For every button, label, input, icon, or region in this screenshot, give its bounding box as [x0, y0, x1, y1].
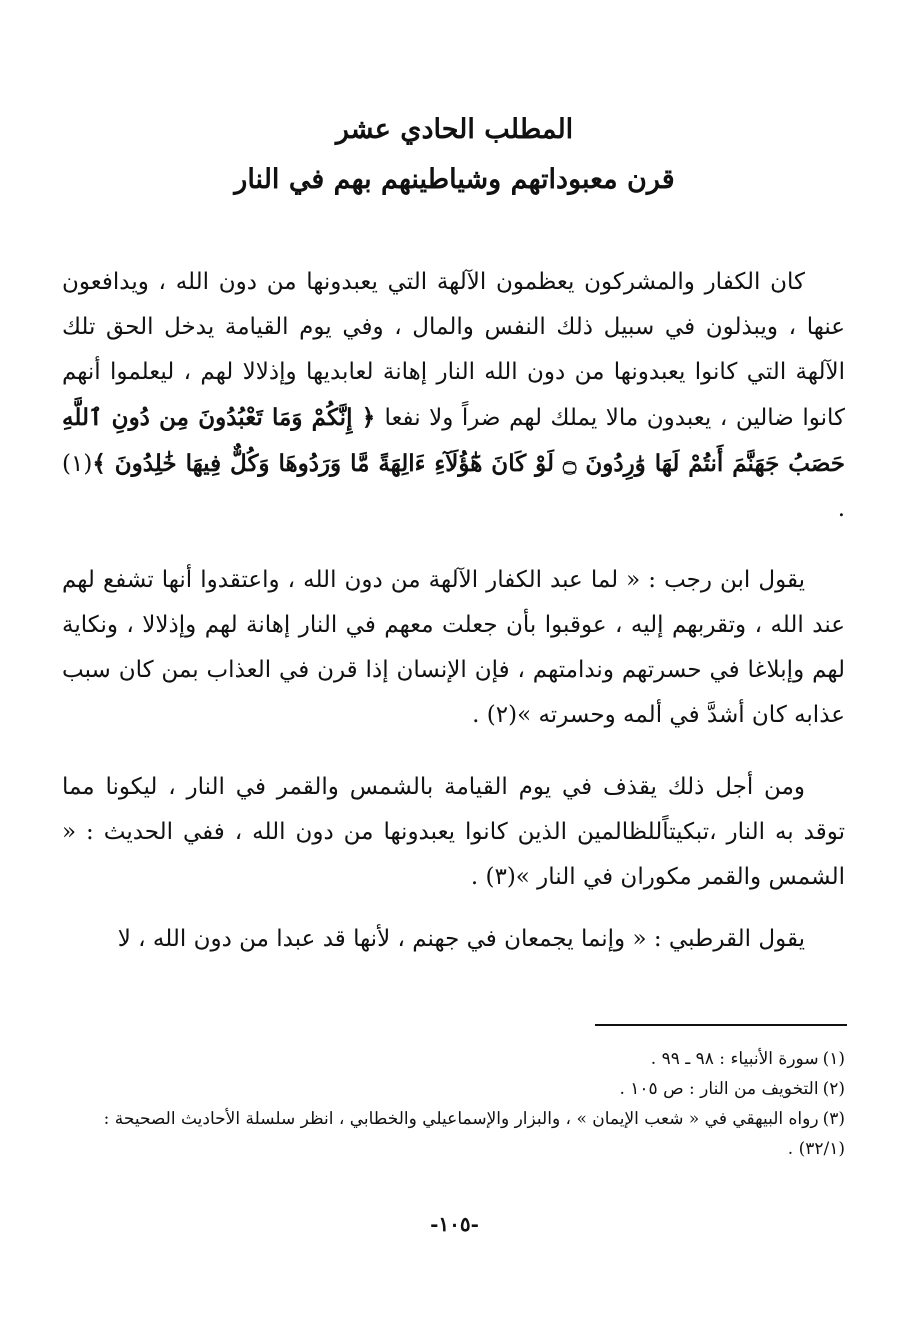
paragraph-3 [62, 765, 845, 900]
footnote-3 [62, 1104, 845, 1164]
paragraph-1 [62, 260, 845, 532]
footnote-ref-1: (١) . [62, 451, 845, 522]
footnote-text: التخويف من النار : ص ١٠٥ . [619, 1079, 819, 1099]
footnote-number: (١) [822, 1049, 845, 1069]
footnote-number: (٢) [822, 1079, 845, 1099]
paragraph-4 [62, 917, 845, 962]
paragraph-3-text: ومن أجل ذلك يقذف في يوم القيامة بالشمس والقمر في النار ، ليكونا مما توقد به النار ،تبكيتاًللظالمين الذين كانوا يعبدونها من دون الله ، ففي الحديث : « الشمس والقمر مكوران في النار »(٣) . [62, 774, 845, 890]
footnote-number: (٣) [822, 1109, 845, 1129]
section-subheading: قرن معبوداتهم وشياطينهم بهم في النار [234, 164, 675, 195]
paragraph-2 [62, 558, 845, 738]
footnote-separator [595, 1024, 847, 1026]
section-heading: المطلب الحادي عشر [335, 114, 574, 145]
quran-verse: ﴿ إِنَّكُمْ وَمَا تَعْبُدُونَ مِن دُونِ ٱللَّهِ حَصَبُ جَهَنَّمَ أَنتُمْ لَهَا وَٰرِدُونَ ۝ لَوْ كَانَ هَٰٓؤُلَآءِ ءَالِهَةً مَّا وَرَدُوهَا وَكُلٌّ فِيهَا خَٰلِدُونَ ﴾ [62, 404, 845, 477]
paragraph-4-text: يقول القرطبي : « وإنما يجمعان في جهنم ، لأنها قد عبدا من دون الله ، لا [117, 926, 805, 952]
footnotes [62, 1044, 845, 1164]
footnote-text: رواه البيهقي في « شعب الإيمان » ، والبزار والإسماعيلي والخطابي ، انظر سلسلة الأحاديث الصحيحة : (٣٢/١) . [103, 1109, 845, 1159]
paragraph-1-text: كان الكفار والمشركون يعظمون الآلهة التي يعبدونها من دون الله ، ويدافعون عنها ، ويبذلون في سبيل ذلك النفس والمال ، وفي يوم القيامة يدخل الحق تلك الآلهة التي كانوا يعبدونها من دون الله النار إهانة لعابديها وإذلالا لهم ، ليعلموا أنهم كانوا ضالين ، يعبدون مالا يملك لهم ضراً ولا نفعا [62, 269, 845, 431]
footnote-1 [62, 1044, 845, 1074]
footnote-2 [62, 1074, 845, 1104]
paragraph-2-text: يقول ابن رجب : « لما عبد الكفار الآلهة من دون الله ، واعتقدوا أنها تشفع لهم عند الله ، وتقربهم إليه ، عوقبوا بأن جعلت معهم في النار إهانة لهم وإذلالا ، ونكاية لهم وإبلاغا في حسرتهم وندامتهم ، فإن الإنسان إذا قرن في العذاب بمن كان سبب عذابه كان أشدَّ في ألمه وحسرته »(٢) . [62, 567, 845, 728]
page-number: -١٠٥- [430, 1212, 479, 1236]
footnote-text: سورة الأنبياء : ٩٨ ـ ٩٩ . [650, 1049, 819, 1069]
